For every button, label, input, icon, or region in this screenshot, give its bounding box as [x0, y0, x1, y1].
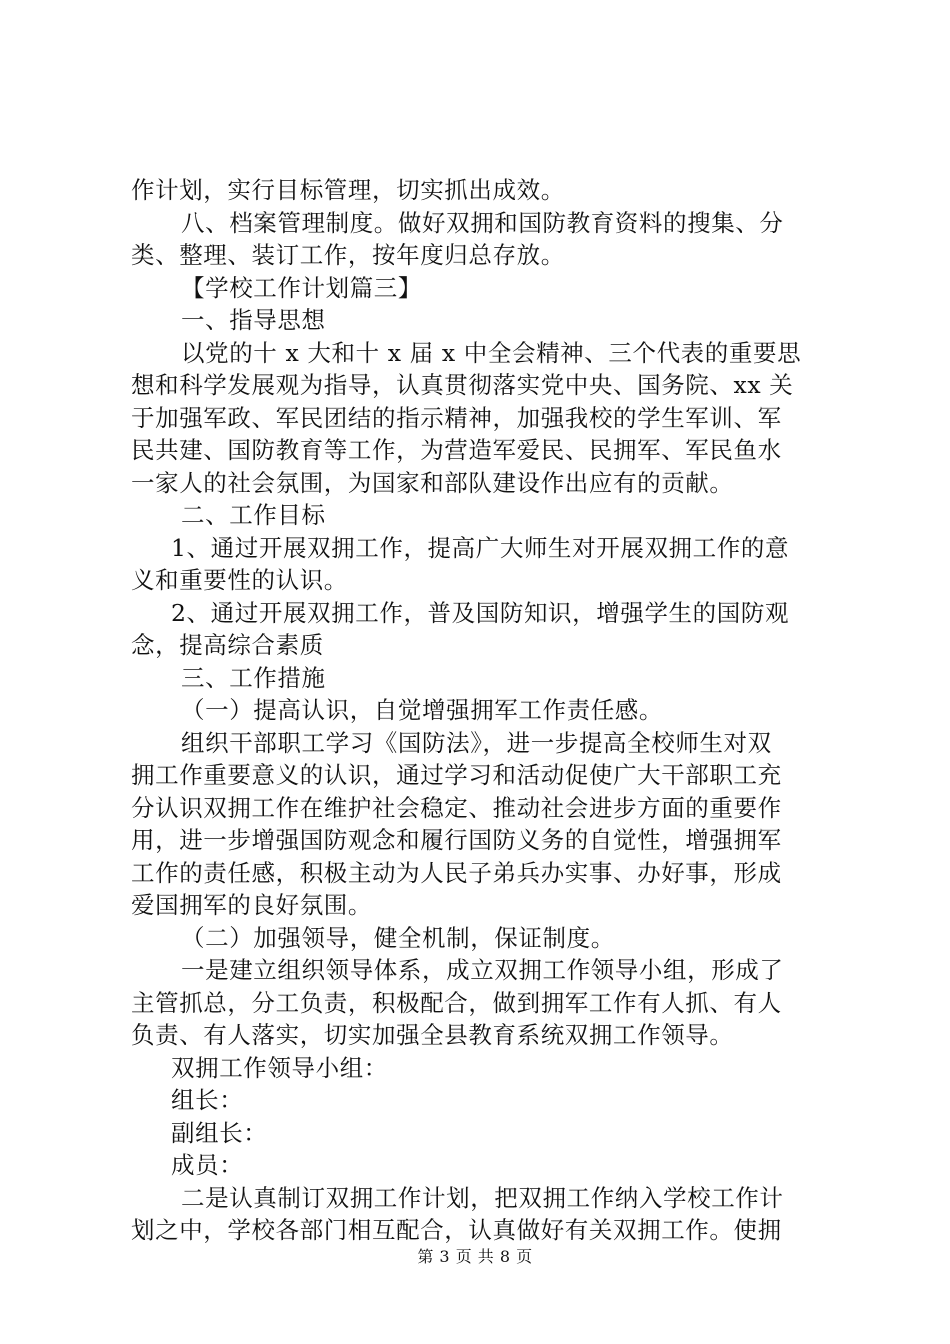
text-line: 念，提高综合素质 — [131, 631, 324, 659]
text-line: 想和科学发展观为指导，认真贯彻落实党中央、国务院、xx 关 — [131, 371, 794, 399]
document-body — [131, 174, 831, 1247]
text-line: 义和重要性的认识。 — [131, 566, 348, 594]
text-line: 民共建、国防教育等工作，为营造军爱民、民拥军、军民鱼水 — [131, 436, 782, 464]
text-line: 主管抓总，分工负责，积极配合，做到拥军工作有人抓、有人 — [131, 988, 782, 1017]
text-line: 于加强军政、军民团结的指示精神，加强我校的学生军训、军 — [131, 403, 782, 432]
text-line: 类、整理、装订工作，按年度归总存放。 — [131, 241, 565, 269]
text-line: 八、档案管理制度。做好双拥和国防教育资料的搜集、分 — [181, 208, 784, 237]
text-line: 副组长： — [171, 1118, 268, 1147]
text-line: 一、指导思想 — [181, 306, 326, 334]
text-line: （一）提高认识，自觉增强拥军工作责任感。 — [181, 696, 663, 724]
text-line: 组织干部职工学习《国防法》，进一步提高全校师生对双 — [181, 728, 772, 757]
text-line: （二）加强领导，健全机制，保证制度。 — [181, 923, 615, 952]
text-line: 一家人的社会氛围，为国家和部队建设作出应有的贡献。 — [131, 468, 734, 497]
text-line: 2、通过开展双拥工作，普及国防知识，增强学生的国防观 — [171, 598, 790, 627]
text-line: 工作的责任感，积极主动为人民子弟兵办实事、办好事，形成 — [131, 858, 782, 887]
text-line: 二是认真制订双拥工作计划，把双拥工作纳入学校工作计 — [181, 1183, 784, 1212]
page-footer: 第 3 页 共 8 页 — [417, 1247, 533, 1266]
text-line: 组长： — [171, 1086, 244, 1114]
text-line: 拥工作重要意义的认识，通过学习和活动促使广大干部职工充 — [131, 761, 782, 789]
text-line: 划之中，学校各部门相互配合，认真做好有关双拥工作。使拥 — [131, 1216, 782, 1244]
text-line: 一是建立组织领导体系，成立双拥工作领导小组，形成了 — [181, 956, 784, 984]
text-line: 用，进一步增强国防观念和履行国防义务的自觉性，增强拥军 — [131, 826, 782, 854]
text-line: 成员： — [171, 1151, 244, 1179]
text-line: 以党的十 x 大和十 x 届 x 中全会精神、三个代表的重要思 — [181, 338, 802, 367]
text-line: 分认识双拥工作在维护社会稳定、推动社会进步方面的重要作 — [131, 793, 782, 822]
text-line: 作计划，实行目标管理，切实抓出成效。 — [131, 176, 565, 204]
text-line: 双拥工作领导小组： — [171, 1053, 388, 1082]
text-line: 【学校工作计划篇三】 — [181, 273, 422, 302]
text-line: 二、工作目标 — [181, 501, 326, 529]
text-line: 负责、有人落实，切实加强全县教育系统双拥工作领导。 — [131, 1021, 734, 1049]
text-line: 1、通过开展双拥工作，提高广大师生对开展双拥工作的意 — [171, 533, 790, 562]
text-line: 爱国拥军的良好氛围。 — [131, 891, 372, 919]
text-line: 三、工作措施 — [181, 663, 326, 692]
